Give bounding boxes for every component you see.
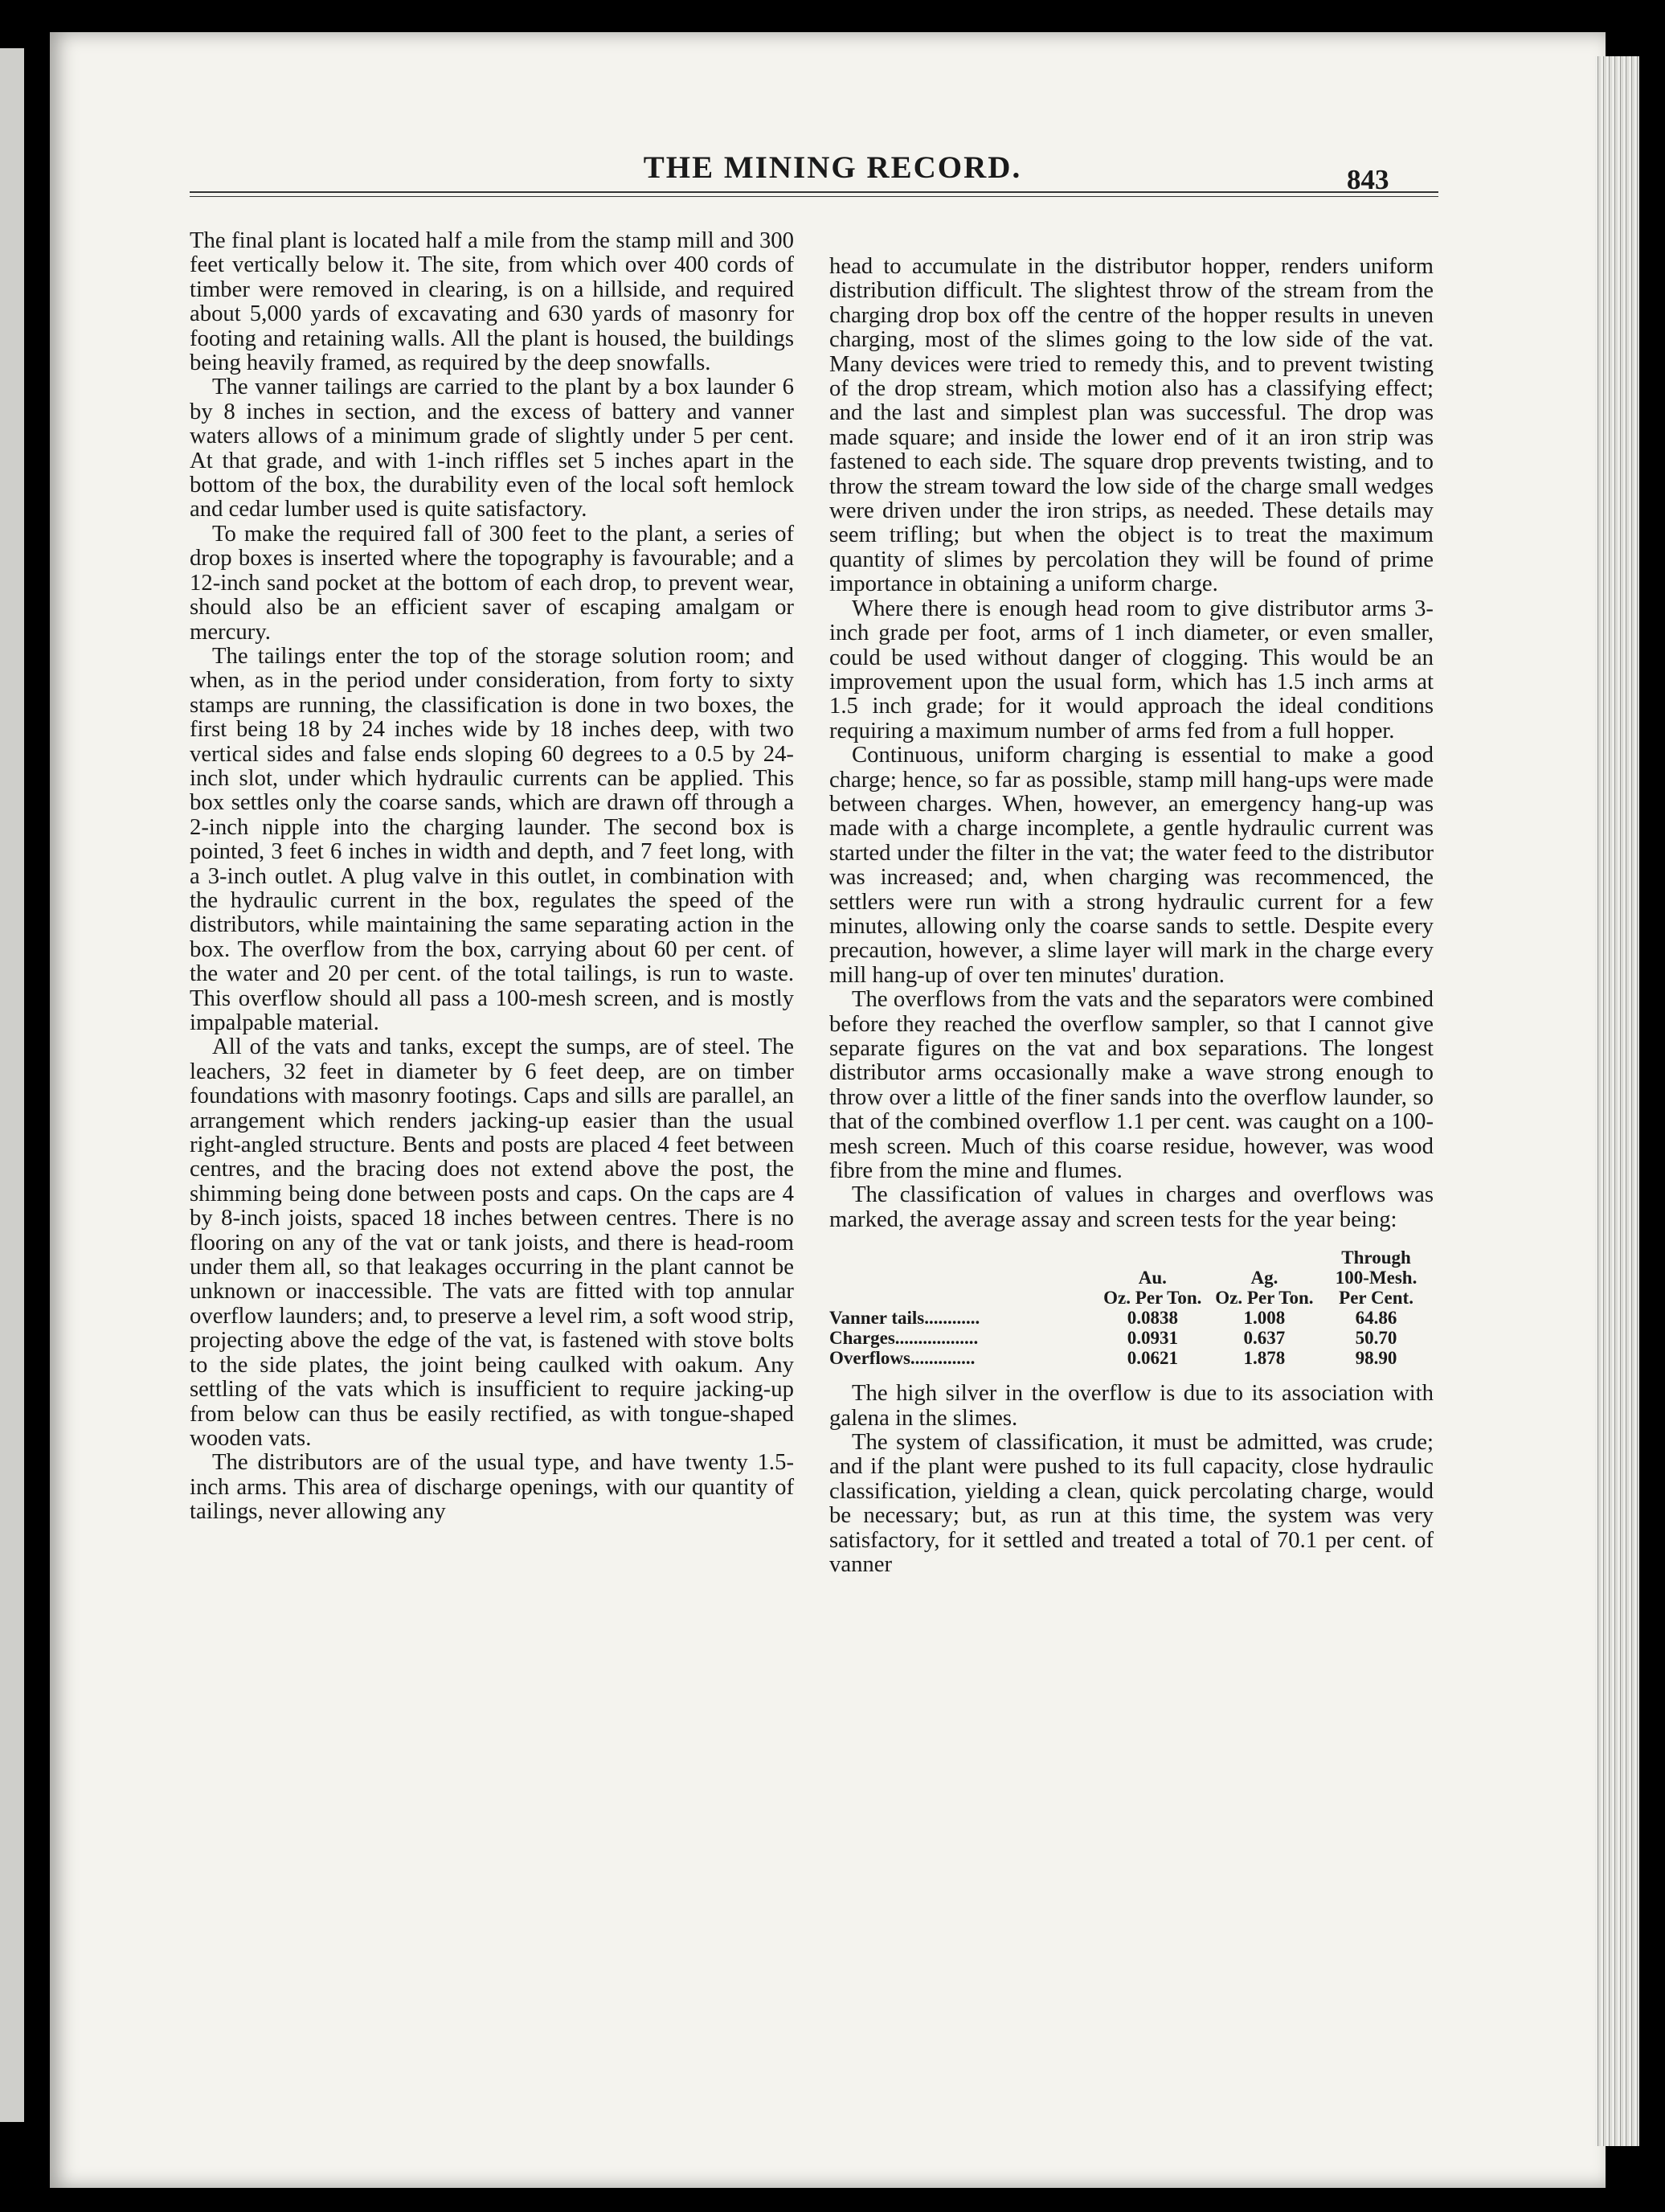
running-head: THE MINING RECORD. bbox=[643, 150, 1022, 185]
paragraph: The distributors are of the usual type, and have twenty 1.5-inch arms. This area of discharge openings, with our quantity of tailings, never allowing any bbox=[190, 1449, 794, 1525]
paragraph: All of the vats and tanks, except the sumps, are of steel. The leachers, 32 feet in diameter by 6 feet deep, are on timber foundations with masonry footings. Caps and sills are parallel, an arrangement which renders jacking-up easier than the usual right-angled structure. Bents and posts are placed 4 feet between centres, and the bracing does not extend above the post, the shimming being done between posts and caps. On the caps are 4 by 8-inch joists, spaced 18 inches between centres. There is no flooring on any of the vat or tank joists, and there is head-room under them all, so that leakages occurring in the plant cannot be unknown or inaccessible. The vats are fitted with top annular overflow launders; and, to preserve a level rim, a soft wood strip, projecting above the edge of the vat, is fastened with stove bolts to the side plates, the joint being caulked with oakum. Any settling of the vats which is insufficient to require jacking-up from below can thus be easily rectified, as with tongue-shaped wooden vats. bbox=[190, 1034, 794, 1451]
paragraph: The tailings enter the top of the storage solution room; and when, as in the period under consideration, from forty to sixty stamps are running, the classification is done in two boxes, the first being 18 by 24 inches wide by 18 inches deep, with two vertical sides and false ends sloping 60 degrees to a 0.5 by 24-inch slot, under which hydraulic currents can be applied. This box settles only the coarse sands, which are drawn off through a 2-inch nipple into the charging launder. The second box is pointed, 3 feet 6 inches in width and depth, and 7 feet long, with a 3-inch outlet. A plug valve in this outlet, in combination with the hydraulic current in the box, regulates the speed of the distributors, while maintaining the same separating action in the box. The overflow from the box, carrying about 60 per cent. of the water and 20 per cent. of the total tailings, is run to waste. This overflow should all pass a 100-mesh screen, and is mostly impalpable material. bbox=[190, 642, 794, 1035]
paragraph: Continuous, uniform charging is essential to make a good charge; hence, so far as possible, stamp mill hang-ups were made between charges. When, however, an emergency hang-up was made with a charge incomplete, a gentle hydraulic current was started under the filter in the vat; the water feed to the distributor was increased; and, when charging was recommenced, the settlers were run with a strong hydraulic current for a few minutes, allowing only the coarse sands to settle. Despite every precaution, however, a slime layer will mark in the charge every mill hang-up of over ten minutes' duration. bbox=[829, 742, 1434, 988]
cell-ag: 0.637 bbox=[1243, 1328, 1286, 1349]
cell-au: 0.0621 bbox=[1127, 1348, 1178, 1369]
column-right bbox=[829, 254, 1434, 1577]
cell-through: 50.70 bbox=[1355, 1328, 1397, 1349]
page-stack-edge bbox=[1595, 56, 1639, 2146]
column-left bbox=[190, 228, 794, 1524]
paragraph: To make the required fall of 300 feet to the plant, a series of drop boxes is inserted where the topography is favourable; and a 12-inch sand pocket at the bottom of each drop, to prevent wear, should also be an efficient saver of escaping amalgam or mercury. bbox=[190, 520, 794, 645]
table-row bbox=[829, 1328, 1434, 1348]
paragraph: The system of classification, it must be admitted, was crude; and if the plant were pushed to its full capacity, close hydraulic classification, yielding a clean, quick percolating charge, would be necessary; but, as run at this time, the system was very satisfactory, for it settled and treated a total of 70.1 per cent. of vanner bbox=[829, 1429, 1434, 1578]
page-number: 843 bbox=[1347, 164, 1389, 195]
row-label: Vanner tails bbox=[829, 1308, 925, 1329]
paragraph: The vanner tailings are carried to the plant by a box launder 6 by 8 inches in section, and the excess of battery and vanner waters allows of a minimum grade of slightly under 5 per cent. At that grade, and with 1-inch riffles set 5 inches apart in the bottom of the box, the durability even of the local soft hemlock and cedar lumber used is quite satisfactory. bbox=[190, 374, 794, 522]
cell-ag: 1.008 bbox=[1243, 1308, 1286, 1329]
header-rule-thin bbox=[190, 196, 1438, 197]
leader-dots: ............ bbox=[924, 1308, 980, 1329]
cell-through: 64.86 bbox=[1355, 1308, 1397, 1329]
header-ag: Ag. Oz. Per Ton. bbox=[1215, 1268, 1314, 1309]
table-row bbox=[829, 1308, 1434, 1328]
table-header-row bbox=[829, 1247, 1434, 1308]
row-label: Overflows bbox=[829, 1348, 910, 1369]
paragraph: The overflows from the vats and the separators were combined before they reached the overflow sampler, so that I cannot give separate figures on the vat and box separations. The longest distributor arms occasionally make a wave strong enough to throw over a little of the finer sands into the overflow launder, so that of the combined overflow 1.1 per cent. was caught on a 100-mesh screen. Much of this coarse residue, however, was wood fibre from the mine and flumes. bbox=[829, 986, 1434, 1184]
leader-dots: .............. bbox=[910, 1348, 976, 1369]
assay-table bbox=[829, 1247, 1434, 1368]
table-row bbox=[829, 1348, 1434, 1368]
header-through: Through 100-Mesh. Per Cent. bbox=[1335, 1247, 1418, 1309]
cell-au: 0.0838 bbox=[1127, 1308, 1178, 1329]
header-au: Au. Oz. Per Ton. bbox=[1103, 1268, 1202, 1309]
paragraph: The classification of values in charges and overflows was marked, the average assay and screen tests for the year being: bbox=[829, 1182, 1434, 1232]
row-label: Charges bbox=[829, 1328, 895, 1349]
paragraph: head to accumulate in the distributor hopper, renders uniform distribution difficult. The slightest throw of the stream from the charging drop box off the centre of the hopper results in uneven charging, most of the slimes going to the low side of the vat. Many devices were tried to remedy this, and to prevent twisting of the drop stream, which motion also has a classifying effect; and the last and simplest plan was successful. The drop was made square; and inside the lower end of it an iron strip was fastened to each side. The square drop prevents twisting, and to throw the stream toward the low side of the charge small wedges were driven under the iron strips, as needed. These details may seem trifling; but when the object is to treat the maximum quantity of slimes by percolation they will be found of prime importance in obtaining a uniform charge. bbox=[829, 253, 1434, 597]
header-rule bbox=[190, 191, 1438, 193]
left-page-edge bbox=[0, 48, 24, 2122]
cell-through: 98.90 bbox=[1355, 1348, 1397, 1369]
paragraph: The final plant is located half a mile from the stamp mill and 300 feet vertically below it. The site, from which over 400 cords of timber were removed in clearing, is on a hillside, and required about 5,000 yards of excavating and 630 yards of masonry for footing and retaining walls. All the plant is housed, the buildings being heavily framed, as required by the deep snowfalls. bbox=[190, 227, 794, 376]
paragraph: The high silver in the overflow is due to its association with galena in the slimes. bbox=[829, 1380, 1434, 1431]
paragraph: Where there is enough head room to give distributor arms 3-inch grade per foot, arms of 1 inch diameter, or even smaller, could be used without danger of clogging. This would be an improvement upon the usual form, which has 1.5 inch arms at 1.5 inch grade; for it would approach the ideal conditions requiring a maximum number of arms fed from a full hopper. bbox=[829, 595, 1434, 743]
leader-dots: .................. bbox=[894, 1328, 979, 1349]
cell-ag: 1.878 bbox=[1243, 1348, 1286, 1369]
cell-au: 0.0931 bbox=[1127, 1328, 1178, 1349]
